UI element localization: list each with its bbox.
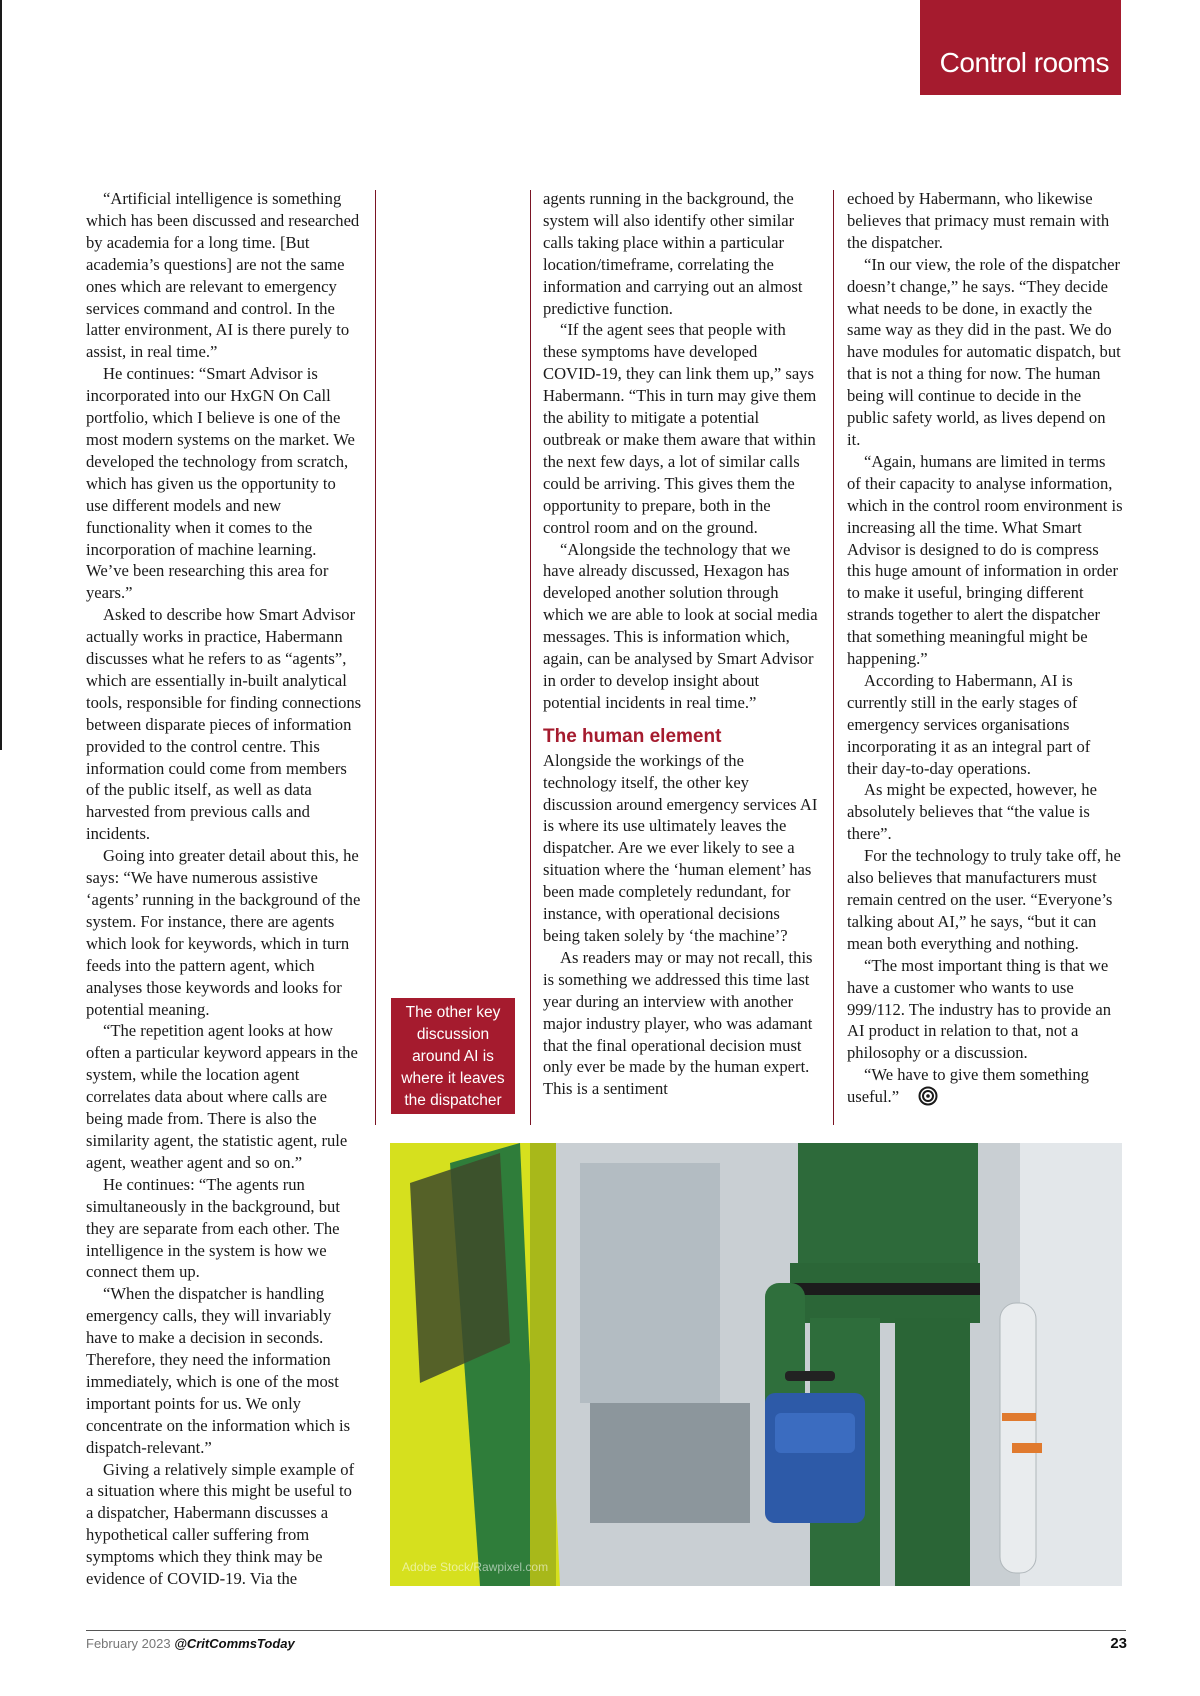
pull-quote: The other key discussion around AI is where it leaves the dispatcher xyxy=(391,998,515,1114)
paragraph-text: “We have to give them something useful.” xyxy=(847,1065,1089,1107)
article-column-1 xyxy=(86,188,362,1590)
footer-handle: @CritCommsToday xyxy=(174,1636,295,1651)
paragraph: “In our view, the role of the dispatcher doesn’t change,” he says. “They decide what needs to be done, in exactly the same way as they did in the past. We do have modules for automatic dispatch, but that is not a thing for now. The human being will continue to decide in the public safety world, as lives depend on it. xyxy=(847,254,1121,449)
paragraph: echoed by Habermann, who likewise believes that primacy must remain with the dispatcher. xyxy=(847,189,1110,252)
column-divider xyxy=(833,190,834,1125)
paragraph: Alongside the workings of the technology itself, the other key discussion around emergency services AI is where its use ultimately leaves the dispatcher. Are we ever likely to see a situation where the ‘human element’ has been made completely redundant, for instance, with operational decisions being taken solely by ‘the machine’? xyxy=(543,750,818,945)
section-tab-label: Control rooms xyxy=(939,47,1109,78)
paragraph: As might be expected, however, he absolutely believes that “the value is there”. xyxy=(847,780,1097,844)
paragraph: As readers may or may not recall, this is something we addressed this time last year during an interview with another major industry player, who was adamant that the final operational decision must only ever be made by the human expert. This is a sentiment xyxy=(543,947,813,1099)
paragraph: “Artificial intelligence is something which has been discussed and researched by academia for a long time. [But academia’s questions] are not the same ones which are relevant to emergency services command and control. In the latter environment, AI is there purely to assist, in real time.” xyxy=(86,189,360,362)
paragraph: “The most important thing is that we have a customer who wants to use 999/112. The industry has to provide an AI product in relation to that, not a philosophy or a discussion. xyxy=(847,955,1112,1063)
column-divider xyxy=(375,190,376,1125)
footer-rule xyxy=(86,1630,1126,1631)
footer-info xyxy=(86,1636,295,1651)
page-edge-rule xyxy=(0,0,2,750)
paragraph: “Alongside the technology that we have already discussed, Hexagon has developed another solution through which we are able to look at social media messages. This is information which, again, can be analysed by Smart Advisor in order to develop insight about potential incidents in real time.” xyxy=(543,539,818,712)
paramedic-ambulance-photo xyxy=(390,1143,1122,1586)
paragraph: Giving a relatively simple example of a situation where this might be useful to a dispatcher, Habermann discusses a hypothetical caller suffering from symptoms which they think may be evidence of COVID-19. Via the xyxy=(86,1459,355,1589)
paragraph: He continues: “The agents run simultaneously in the background, but they are separate from each other. The intelligence in the system is how we connect them up. xyxy=(86,1174,340,1282)
paragraph: For the technology to truly take off, he also believes that manufacturers must remain centred on the user. “Everyone’s talking about AI,” he says, “but it can mean both everything and nothing. xyxy=(847,846,1121,953)
section-tab xyxy=(920,0,1121,95)
paragraph: According to Habermann, AI is currently still in the early stages of emergency services organisations incorporating it as an integral part of their day-to-day operations. xyxy=(847,670,1091,778)
paragraph: Asked to describe how Smart Advisor actually works in practice, Habermann discusses what he refers to as “agents”, which are essentially in-built analytical tools, responsible for finding connections between disparate pieces of information provided to the control centre. This information could come from members of the public itself, as well as data harvested from previous calls and incidents. xyxy=(86,605,362,844)
footer-date: February 2023 xyxy=(86,1636,171,1651)
paragraph: “Again, humans are limited in terms of their capacity to analyse information, which in the control room environment is increasing all the time. What Smart Advisor is designed to do is compress this huge amount of information in order to make it useful, bringing different strands together to alert the dispatcher that something meaningful might be happening.” xyxy=(847,451,1123,669)
paragraph: “If the agent sees that people with these symptoms have developed COVID-19, they can link them up,” says Habermann. “This in turn may give them the ability to mitigate a potential outbreak or make them aware that within the next few days, a lot of similar calls could be arriving. This gives them the opportunity to prepare, both in the control room and on the ground. xyxy=(543,320,817,537)
column-divider xyxy=(530,190,531,1125)
subheading: The human element xyxy=(543,725,722,747)
page-number: 23 xyxy=(1110,1635,1127,1652)
paragraph: Going into greater detail about this, he says: “We have numerous assistive ‘agents’ running in the background of the system. For instance, there are agents which look for keywords, which in turn feeds into the pattern agent, which analyses those keywords and looks for potential meaning. xyxy=(86,846,361,1019)
article-column-2 xyxy=(543,188,819,1100)
paragraph xyxy=(847,1064,1123,1108)
end-mark-icon xyxy=(901,1086,921,1106)
photo-credit: Adobe Stock/Rawpixel.com xyxy=(402,1560,549,1574)
paragraph: “The repetition agent looks at how often a particular keyword appears in the system, while the location agent correlates data about where calls are being made from. There is also the similarity agent, the statistic agent, rule agent, weather agent and so on.” xyxy=(86,1021,358,1172)
paragraph: agents running in the background, the system will also identify other similar calls taking place within a particular location/timeframe, correlating the information and carrying out an almost predictive function. xyxy=(543,189,803,318)
article-column-3 xyxy=(847,188,1123,1108)
paragraph: “When the dispatcher is handling emergency calls, they will invariably have to make a decision in seconds. Therefore, they need the information immediately, which is one of the most important points for us. We only concentrate on the information which is dispatch-relevant.” xyxy=(86,1284,351,1457)
paragraph: He continues: “Smart Advisor is incorporated into our HxGN On Call portfolio, which I believe is one of the most modern systems on the market. We developed the technology from scratch, which has given us the opportunity to use different models and new functionality when it comes to the incorporation of machine learning. We’ve been researching this area for years.” xyxy=(86,364,355,603)
